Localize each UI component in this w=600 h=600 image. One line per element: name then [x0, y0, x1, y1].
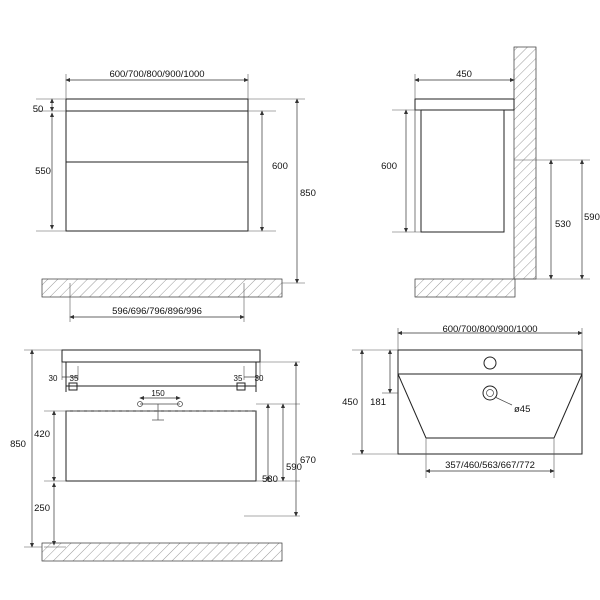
- label-sec-670: 670: [300, 455, 316, 466]
- label-plan-hole-diameter: ø45: [514, 404, 531, 415]
- label-front-drawer-height: 550: [35, 166, 51, 177]
- view-top-plan-basin: [352, 328, 582, 478]
- wall-hatch-side: [514, 47, 536, 279]
- view-side-elevation: [392, 47, 590, 297]
- label-plan-width: 600/700/800/900/1000: [442, 324, 538, 335]
- label-sec-30-right: 30: [254, 374, 264, 383]
- label-sec-150: 150: [151, 389, 165, 398]
- label-sec-420: 420: [34, 429, 50, 440]
- countertop-section: [62, 350, 260, 362]
- label-sec-250: 250: [34, 503, 50, 514]
- label-front-width: 600/700/800/900/1000: [109, 69, 205, 80]
- label-side-body-height: 600: [381, 161, 397, 172]
- floor-hatch-front: [42, 279, 282, 297]
- cabinet-body-side: [421, 110, 504, 232]
- label-sec-590: 590: [286, 462, 302, 473]
- label-side-depth: 450: [456, 69, 472, 80]
- cabinet-body-section: [66, 411, 256, 481]
- label-front-body-height: 600: [272, 161, 288, 172]
- label-sec-35-right: 35: [233, 374, 243, 383]
- floor-hatch-side: [415, 279, 515, 297]
- label-front-base-width: 596/696/796/896/996: [112, 306, 202, 317]
- label-front-top-thickness: 50: [32, 104, 44, 115]
- cabinet-body-front: [66, 111, 248, 231]
- countertop-side: [415, 99, 514, 110]
- floor-hatch-section: [42, 543, 282, 561]
- label-plan-181: 181: [370, 397, 386, 408]
- label-plan-bowl-width: 357/460/563/667/772: [445, 460, 535, 471]
- label-sec-35-left: 35: [69, 374, 79, 383]
- view-front-elevation: [36, 74, 305, 322]
- label-front-overall-height: 850: [300, 188, 316, 199]
- label-sec-530: 530: [262, 474, 278, 485]
- label-sec-850: 850: [10, 439, 26, 450]
- label-side-530: 530: [555, 219, 571, 230]
- label-side-590: 590: [584, 212, 600, 223]
- label-plan-450: 450: [342, 397, 358, 408]
- label-sec-30-left: 30: [48, 374, 58, 383]
- countertop-front: [66, 99, 248, 111]
